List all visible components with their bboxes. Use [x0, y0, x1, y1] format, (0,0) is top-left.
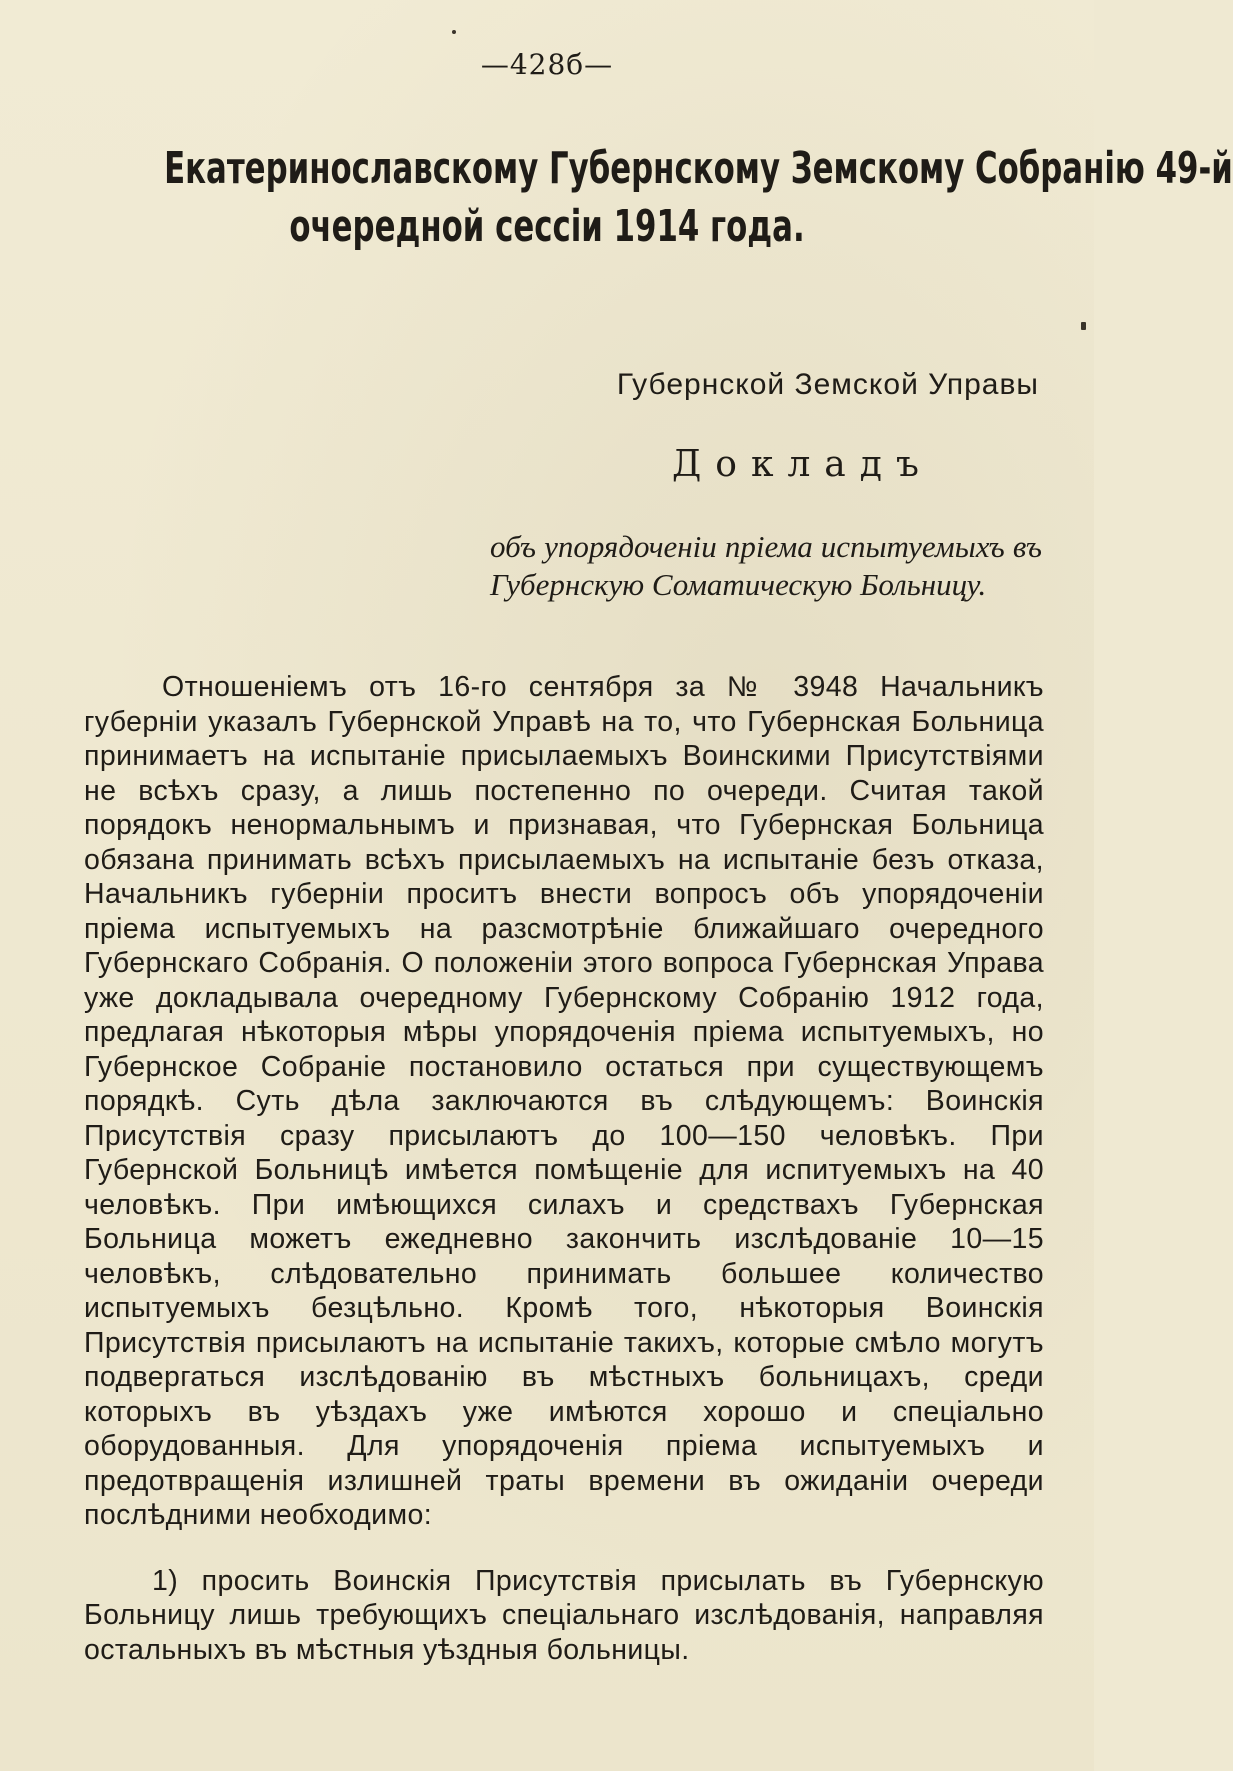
proposal-item: 1) просить Воинскія Присутствія присылать въ Губернскую Больницу лишь требующихъ спеціальнаго изслѣдованія, направляя остальныхъ въ мѣстныя уѣздныя больницы.: [84, 1564, 1044, 1666]
heading-line-2: очередной сессіи 1914 года.: [289, 201, 805, 252]
ink-speck: [452, 30, 456, 34]
document-type-title: Докладъ: [672, 444, 933, 485]
report-subject: объ упорядоченіи пріема испытуемыхъ въ Губернскую Соматическую Больницу.: [490, 529, 1042, 602]
ink-speck: [1081, 322, 1086, 330]
report-body: [84, 670, 1044, 1667]
authority-line: Губернской Земской Управы: [616, 368, 1039, 401]
body-paragraph: Отношеніемъ отъ 16-го сентября за № 3948 Начальникъ губерніи указалъ Губернской Управѣ на то, что Губернская Больница принимаетъ на испытаніе присылаемыхъ Воинскими Присутствіями не всѣхъ сразу, а лишь постепенно по очереди. Считая такой порядокъ ненормальнымъ и признавая, что Губернская Больница обязана принимать всѣхъ присылаемыхъ на испытаніе безъ отказа, Начальникъ губерніи проситъ внести вопросъ объ упорядоченіи пріема испытуемыхъ на разсмотрѣніе ближайшаго очередного Губернскаго Собранія. О положеніи этого вопроса Губернская Управа уже докладывала очередному Губернскому Собранію 1912 года, предлагая нѣкоторыя мѣры упорядоченія пріема испытуемыхъ, но Губернское Собраніе постановило остаться при существующемъ порядкѣ. Суть дѣла заключаются въ слѣдующемъ: Воинскія Присутствія сразу присылаютъ до 100—150 человѣкъ. При Губернской Больницѣ имѣется помѣщеніе для испитуемыхъ на 40 человѣкъ. При имѣющихся силахъ и средствахъ Губернская Больница можетъ ежедневно закончить изслѣдованіе 10—15 человѣкъ, слѣдовательно принимать большее количество испытуемыхъ безцѣльно. Кромѣ того, нѣкоторыя Воинскія Присутствія присылаютъ на испытаніе такихъ, которые смѣло могутъ подвергаться изслѣдованію въ мѣстныхъ больницахъ, среди которыхъ въ уѣздахъ уже имѣются хорошо и спеціально оборудованныя. Для упорядоченія пріема испытуемыхъ и предотвращенія излишней траты времени въ ожиданіи очереди послѣдними необходимо:: [84, 671, 1044, 1531]
document-heading: [0, 140, 1233, 256]
page-number: —428б—: [480, 48, 614, 81]
heading-line-1: Екатеринославскому Губернскому Земскому Собранію 49-й: [164, 143, 1233, 194]
